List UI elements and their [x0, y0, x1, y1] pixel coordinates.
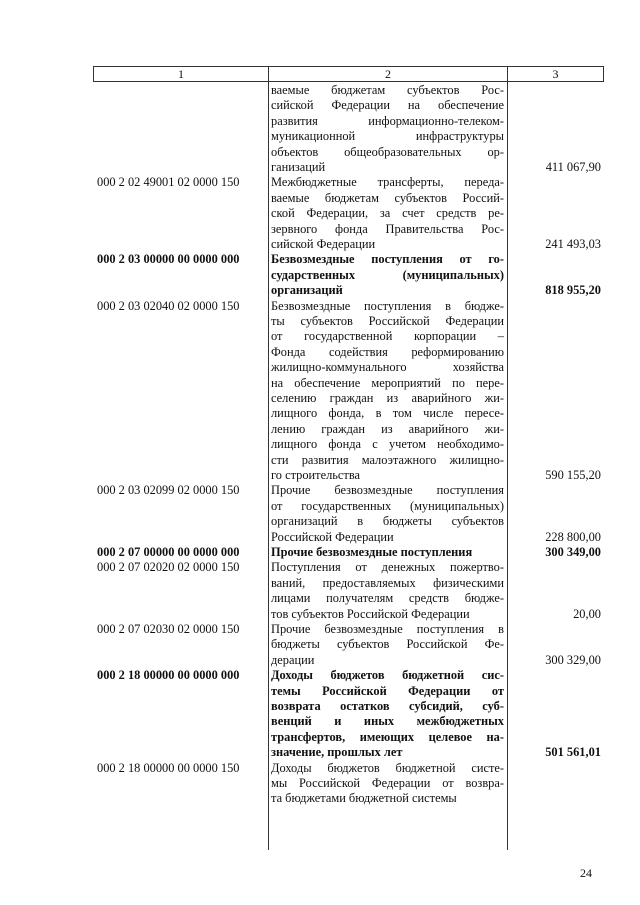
row-name-line: от государственных (муниципальных): [271, 498, 504, 513]
column-header-1: 1: [178, 67, 184, 81]
row-name: [271, 83, 504, 175]
row-name-line: Доходы бюджетов бюджетной сис-: [271, 668, 504, 683]
row-name-line: Доходы бюджетов бюджетной систе-: [271, 760, 504, 775]
page-number: 24: [580, 866, 592, 880]
row-name: [271, 299, 504, 484]
header-bottom-border: [93, 81, 604, 82]
row-name-line: Прочие безвозмездные поступления: [271, 545, 473, 559]
row-name-line: ваний, предоставляемых физическими: [271, 575, 504, 590]
row-amount: 590 155,20: [545, 468, 601, 482]
row-name-line: Поступления от денежных пожертво-: [271, 560, 504, 575]
column-header-3: 3: [552, 67, 559, 81]
row-name-line: Межбюджетные трансферты, переда-: [271, 175, 504, 190]
row-name-line: венций и иных межбюджетных: [271, 714, 504, 729]
column-divider-1: [268, 66, 269, 850]
row-name-line: темы Российской Федерации от: [271, 683, 504, 698]
row-name: [271, 545, 504, 560]
row-name-line: ганизаций: [271, 159, 326, 174]
row-name-line: Фонда содействия реформированию: [271, 344, 504, 359]
column-divider-2: [507, 66, 508, 850]
row-name-line: ваемые бюджетам субъектов Россий-: [271, 190, 504, 205]
row-amount: 228 800,00: [545, 529, 601, 544]
row-amount: 501 561,01: [545, 745, 601, 760]
row-name: [271, 560, 504, 622]
row-name-line: трансфертов, имеющих целевое на-: [271, 729, 504, 744]
row-name: [271, 252, 504, 298]
row-name-line: Прочие безвозмездные поступления: [271, 483, 504, 498]
row-name-line: селению граждан из аварийного жи-: [271, 390, 504, 405]
column-header-2: 2: [385, 67, 391, 81]
row-code: 000 2 02 49001 02 0000 150: [97, 175, 240, 190]
row-name-line: Безвозмездные поступления в бюдже-: [271, 298, 504, 313]
row-name-line: та бюджетами бюджетной системы: [271, 791, 457, 806]
row-name: [271, 622, 504, 668]
row-code: 000 2 07 02020 02 0000 150: [97, 560, 240, 575]
row-code: 000 2 07 00000 00 0000 000: [97, 545, 240, 559]
row-name-line: жилищно-коммунального хозяйства: [271, 360, 504, 375]
row-name: [271, 761, 504, 807]
row-name-line: лищного фонда с учетом необходимо-: [271, 437, 504, 452]
row-code: 000 2 03 02099 02 0000 150: [97, 483, 240, 498]
row-name-line: бюджеты субъектов Российской Фе-: [271, 637, 504, 652]
row-amount: 241 493,03: [545, 237, 601, 251]
row-name-line: тов субъектов Российской Федерации: [271, 606, 470, 621]
row-name-line: организаций: [271, 283, 343, 298]
row-name-line: го строительства: [271, 467, 361, 482]
row-name-line: дерации: [271, 652, 315, 667]
row-name-line: сийской Федерации: [271, 236, 376, 251]
row-name-line: лению граждан из аварийного жи-: [271, 421, 504, 436]
row-name-line: ты субъектов Российской Федерации: [271, 313, 504, 328]
row-amount: 411 067,90: [545, 160, 601, 174]
row-name-line: сийской Федерации на обеспечение: [271, 98, 504, 113]
row-name-line: организаций в бюджеты субъектов: [271, 514, 504, 529]
row-name-line: ваемые бюджетам субъектов Рос-: [271, 83, 504, 97]
row-name-line: сударственных (муниципальных): [271, 267, 504, 282]
row-name-line: лищного фонда, в том числе пересе-: [271, 406, 504, 421]
row-name-line: муникационной инфраструктуры: [271, 129, 504, 144]
row-name-line: Российской Федерации: [271, 529, 394, 544]
row-code: 000 2 18 00000 00 0000 000: [97, 668, 240, 683]
row-name-line: объектов общеобразовательных ор-: [271, 144, 504, 159]
row-name-line: зервного фонда Правительства Рос-: [271, 221, 504, 236]
table-right-border: [603, 66, 604, 82]
row-name-line: лицами получателям средств бюдже-: [271, 591, 504, 606]
row-amount: 818 955,20: [545, 283, 601, 298]
row-amount: 20,00: [573, 606, 601, 621]
row-name-line: мы Российской Федерации от возвра-: [271, 775, 504, 790]
row-name-line: на обеспечение мероприятий по пере-: [271, 375, 504, 390]
row-code: 000 2 18 00000 00 0000 150: [97, 760, 240, 775]
row-code: 000 2 03 02040 02 0000 150: [97, 298, 240, 313]
row-name-line: значение, прошлых лет: [271, 745, 403, 760]
row-name-line: развития информационно-телеком-: [271, 113, 504, 128]
row-name: [271, 668, 504, 760]
row-name-line: возврата остатков субсидий, суб-: [271, 698, 504, 713]
row-amount: 300 349,00: [545, 545, 601, 559]
row-name-line: Безвозмездные поступления от го-: [271, 252, 504, 267]
row-name: [271, 175, 504, 252]
row-name-line: Прочие безвозмездные поступления в: [271, 622, 504, 636]
row-name: [271, 483, 504, 545]
row-name-line: от государственной корпорации –: [271, 329, 504, 344]
row-name-line: сти развития малоэтажного жилищно-: [271, 452, 504, 467]
row-amount: 300 329,00: [545, 652, 601, 667]
row-code: 000 2 03 00000 00 0000 000: [97, 252, 240, 267]
row-name-line: ской Федерации, за счет средств ре-: [271, 206, 504, 221]
row-code: 000 2 07 02030 02 0000 150: [97, 622, 240, 636]
